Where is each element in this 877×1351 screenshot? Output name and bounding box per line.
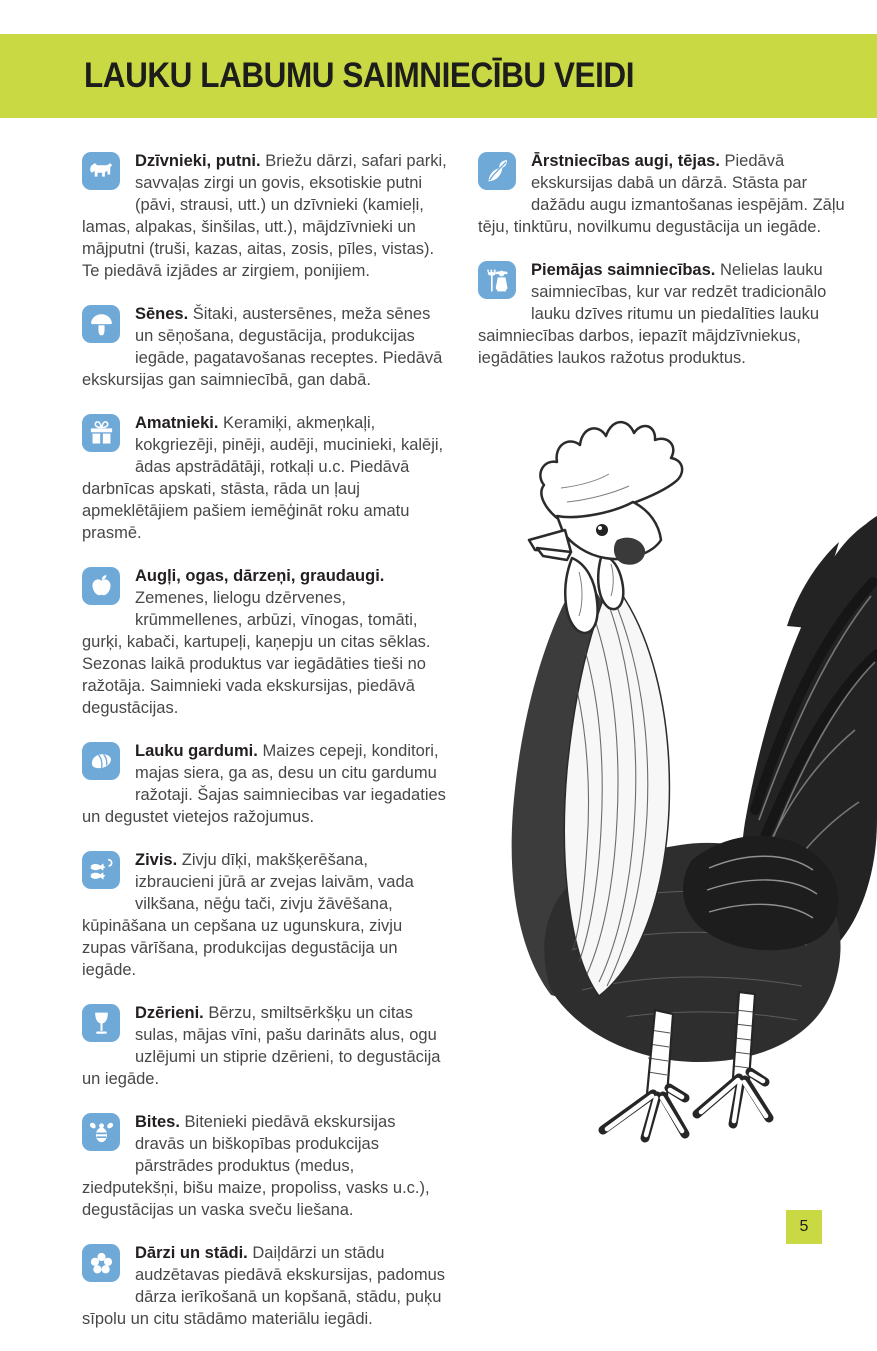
- section-title: Dārzi un stādi.: [135, 1244, 248, 1262]
- section-title: Amatnieki.: [135, 414, 219, 432]
- section-text: Bitenieki piedāvā ekskursijas dravās un biškopības produkcijas pārstrādes produktus (medus, ziedputekšņi, bišu maize, propoliss, vasks u.c.), degustācijas un vaska sveču liešana.: [82, 1113, 430, 1219]
- section: [82, 412, 448, 544]
- section-title: Ārstniecības augi, tējas.: [531, 152, 720, 170]
- section-title: Augļi, ogas, dārzeņi, graudaugi.: [135, 567, 385, 585]
- farmer-icon: [478, 261, 516, 299]
- flower-icon: [82, 1244, 120, 1282]
- rooster-illustration: [487, 390, 877, 1165]
- section: [82, 565, 448, 719]
- section-text: Zemenes, lielogu dzērvenes, krūmmellenes, arbūzi, vīnogas, tomāti, gurķi, kabači, kartupeļi, kaņepju un citas sēklas. Sezonas laikā produktus var iegādāties tieši no ražotāja. Saimnieki vada ekskursijas, piedāvā degustācijas.: [82, 589, 431, 717]
- page-title: LAUKU LABUMU SAIMNIECĪBU VEIDI: [84, 56, 634, 95]
- cow-icon: [82, 152, 120, 190]
- section-title: Lauku gardumi.: [135, 742, 258, 760]
- bread-icon: [82, 742, 120, 780]
- section-text: Keramiķi, akmeņkaļi, kokgriezēji, pinēji, audēji, mucinieki, kalēji, ādas apstrādātāji, rotkaļi u.c. Piedāvā darbnīcas apskati, stāsta, rāda un ļauj apmeklētājiem pašiem iemēģināt roku amatu prasmē.: [82, 414, 444, 542]
- section-text: Piedāvā ekskursijas dabā un dārzā. Stāsta par dažādu augu izmantošanas iespējām. Zāļu tēju, tinktūru, novilkumu degustācija un iegāde.: [478, 152, 845, 236]
- section: [82, 740, 448, 828]
- section-title: Zivis.: [135, 851, 178, 869]
- herbs-icon: [478, 152, 516, 190]
- wine-glass-icon: [82, 1004, 120, 1042]
- section-title: Piemājas saimniecības.: [531, 261, 716, 279]
- column-right: [478, 150, 846, 390]
- mushroom-icon: [82, 305, 120, 343]
- section-text: Briežu dārzi, safari parki, savvaļas zirgi un govis, eksotiskie putni (pāvi, strausi, utt.) un dzīvnieki (kamieļi, lamas, alpakas, šinšilas, utt.), mājdzīvnieki un mājputni (truši, kazas, aitas, zosis, pīles, vistas). Te piedāvā izjādes ar zirgiem, ponijiem.: [82, 152, 447, 280]
- apple-icon: [82, 567, 120, 605]
- section-text: Zivju dīķi, makšķerēšana, izbraucieni jūrā ar zvejas laivām, vada vilkšana, nēģu tači, zivju žāvēšana, kūpināšana un cepšana uz ugunskura, zivju zupas vārīšana, produkcijas degustācija un iegāde.: [82, 851, 414, 979]
- section-text: Šitaki, austersēnes, meža sēnes un sēņošana, degustācija, produkcijas iegāde, pagatavošanas receptes. Piedāvā ekskursijas gan saimniecībā, gan dabā.: [82, 305, 443, 389]
- section: [82, 1111, 448, 1221]
- column-left: [82, 150, 448, 1351]
- section-title: Bites.: [135, 1113, 180, 1131]
- section-title: Dzīvnieki, putni.: [135, 152, 261, 170]
- section-text: Nelielas lauku saimniecības, kur var redzēt tradicionālo lauku dzīves ritumu un piedalīties lauku saimniecības darbos, iepazīt mājdzīvniekus, iegādāties laukos ražotus produktus.: [478, 261, 827, 367]
- section-text: Bērzu, smiltsērkšķu un citas sulas, mājas vīni, pašu darināts alus, ogu uzlējumi un stiprie dzērieni, to degustācija un iegāde.: [82, 1004, 441, 1088]
- section: [82, 303, 448, 391]
- section-title: Dzērieni.: [135, 1004, 204, 1022]
- section: [82, 849, 448, 981]
- section: [478, 259, 846, 369]
- page-number: 5: [786, 1210, 822, 1244]
- rooster-engraving-svg: [487, 390, 877, 1165]
- section-text: Daiļdārzi un stādu audzētavas piedāvā ekskursijas, padomus dārza ierīkošanā un kopšanā, stādu, puķu sīpolu un citu stādāmo materiālu iegādi.: [82, 1244, 446, 1328]
- section: [82, 1242, 448, 1330]
- fish-icon: [82, 851, 120, 889]
- gift-icon: [82, 414, 120, 452]
- section: [478, 150, 846, 238]
- section: [82, 150, 448, 282]
- section-title: Sēnes.: [135, 305, 189, 323]
- page-header: [0, 34, 877, 118]
- bee-icon: [82, 1113, 120, 1151]
- section: [82, 1002, 448, 1090]
- section-text: Maizes cepeji, konditori, majas siera, ga as, desu un citu gardumu ražotaji. Šajas saimniecibas var iegadaties un degustet vietejos ražojumus.: [82, 742, 446, 826]
